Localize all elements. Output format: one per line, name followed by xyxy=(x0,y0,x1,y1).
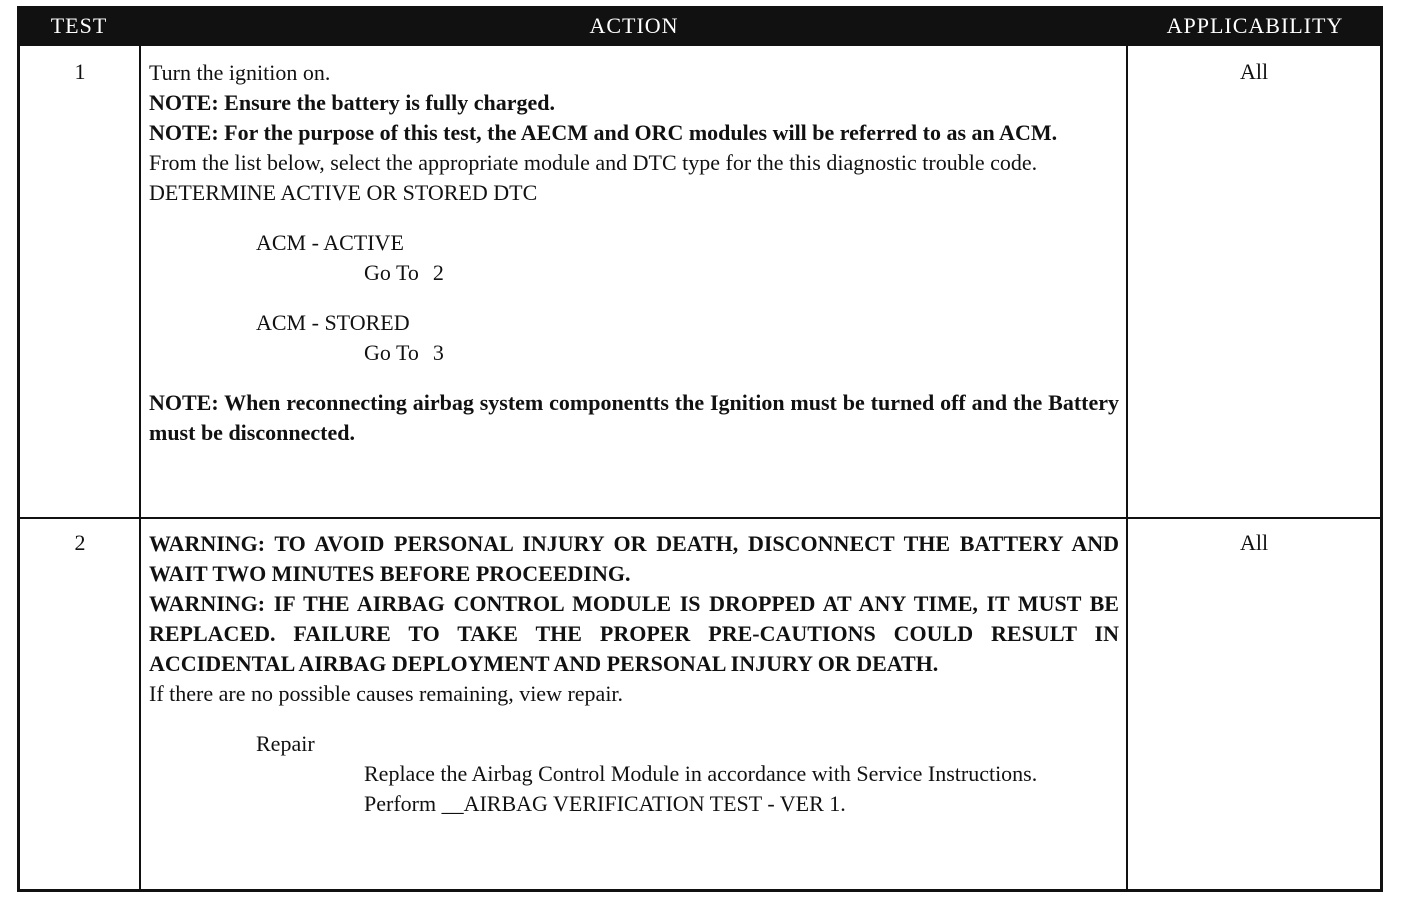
row-1-test-number: 1 xyxy=(74,59,86,84)
header-action: ACTION xyxy=(589,13,679,38)
note-battery: NOTE: Ensure the battery is fully charged. xyxy=(149,90,555,115)
step-determine-dtc: DETERMINE ACTIVE OR STORED DTC xyxy=(149,180,538,205)
table-header xyxy=(17,6,1383,46)
column-divider-test xyxy=(139,46,141,892)
option-acm-stored[interactable]: ACM - STORED xyxy=(256,310,410,335)
goto-label: Go To xyxy=(364,340,419,365)
column-divider-action xyxy=(1126,46,1128,892)
header-applicability: APPLICABILITY xyxy=(1166,13,1344,38)
repair-step-replace: Replace the Airbag Control Module in accordance with Service Instructions. xyxy=(364,761,1038,786)
row-1-applicability: All xyxy=(1239,59,1269,84)
row-divider xyxy=(17,517,1383,519)
row-1-action xyxy=(149,58,1119,448)
warning-disconnect-battery: WARNING: TO AVOID PERSONAL INJURY OR DEATH, DISCONNECT THE BATTERY AND WAIT TWO MINUTES BEFORE PROCEEDING. xyxy=(149,531,1119,586)
goto-target: 2 xyxy=(432,260,444,285)
row-2-applicability: All xyxy=(1239,530,1269,555)
option-acm-stored-goto[interactable] xyxy=(149,338,1119,368)
repair-heading: Repair xyxy=(256,731,315,756)
goto-target: 3 xyxy=(432,340,444,365)
note-acm: NOTE: For the purpose of this test, the AECM and ORC modules will be referred to as an ACM. xyxy=(149,120,1058,145)
option-acm-active[interactable]: ACM - ACTIVE xyxy=(256,230,404,255)
repair-step-verification[interactable]: Perform __AIRBAG VERIFICATION TEST - VER 1. xyxy=(364,791,846,816)
goto-label: Go To xyxy=(364,260,419,285)
step-instruction: Turn the ignition on. xyxy=(149,60,331,85)
option-acm-active-goto[interactable] xyxy=(149,258,1119,288)
note-reconnecting: NOTE: When reconnecting airbag system componentts the Ignition must be turned off and the Battery must be disconnected. xyxy=(149,390,1119,445)
step-select-module: From the list below, select the appropriate module and DTC type for the this diagnostic trouble code. xyxy=(149,150,1038,175)
header-test: TEST xyxy=(50,13,108,38)
step-view-repair: If there are no possible causes remaining, view repair. xyxy=(149,681,624,706)
row-2-test-number: 2 xyxy=(74,530,86,555)
row-2-action xyxy=(149,529,1119,819)
warning-module-dropped: WARNING: IF THE AIRBAG CONTROL MODULE IS DROPPED AT ANY TIME, IT MUST BE REPLACED. FAILURE TO TAKE THE PROPER PRE-CAUTIONS COULD RESULT IN ACCIDENTAL AIRBAG DEPLOYMENT AND PERSONAL INJURY OR DEATH. xyxy=(149,591,1119,676)
